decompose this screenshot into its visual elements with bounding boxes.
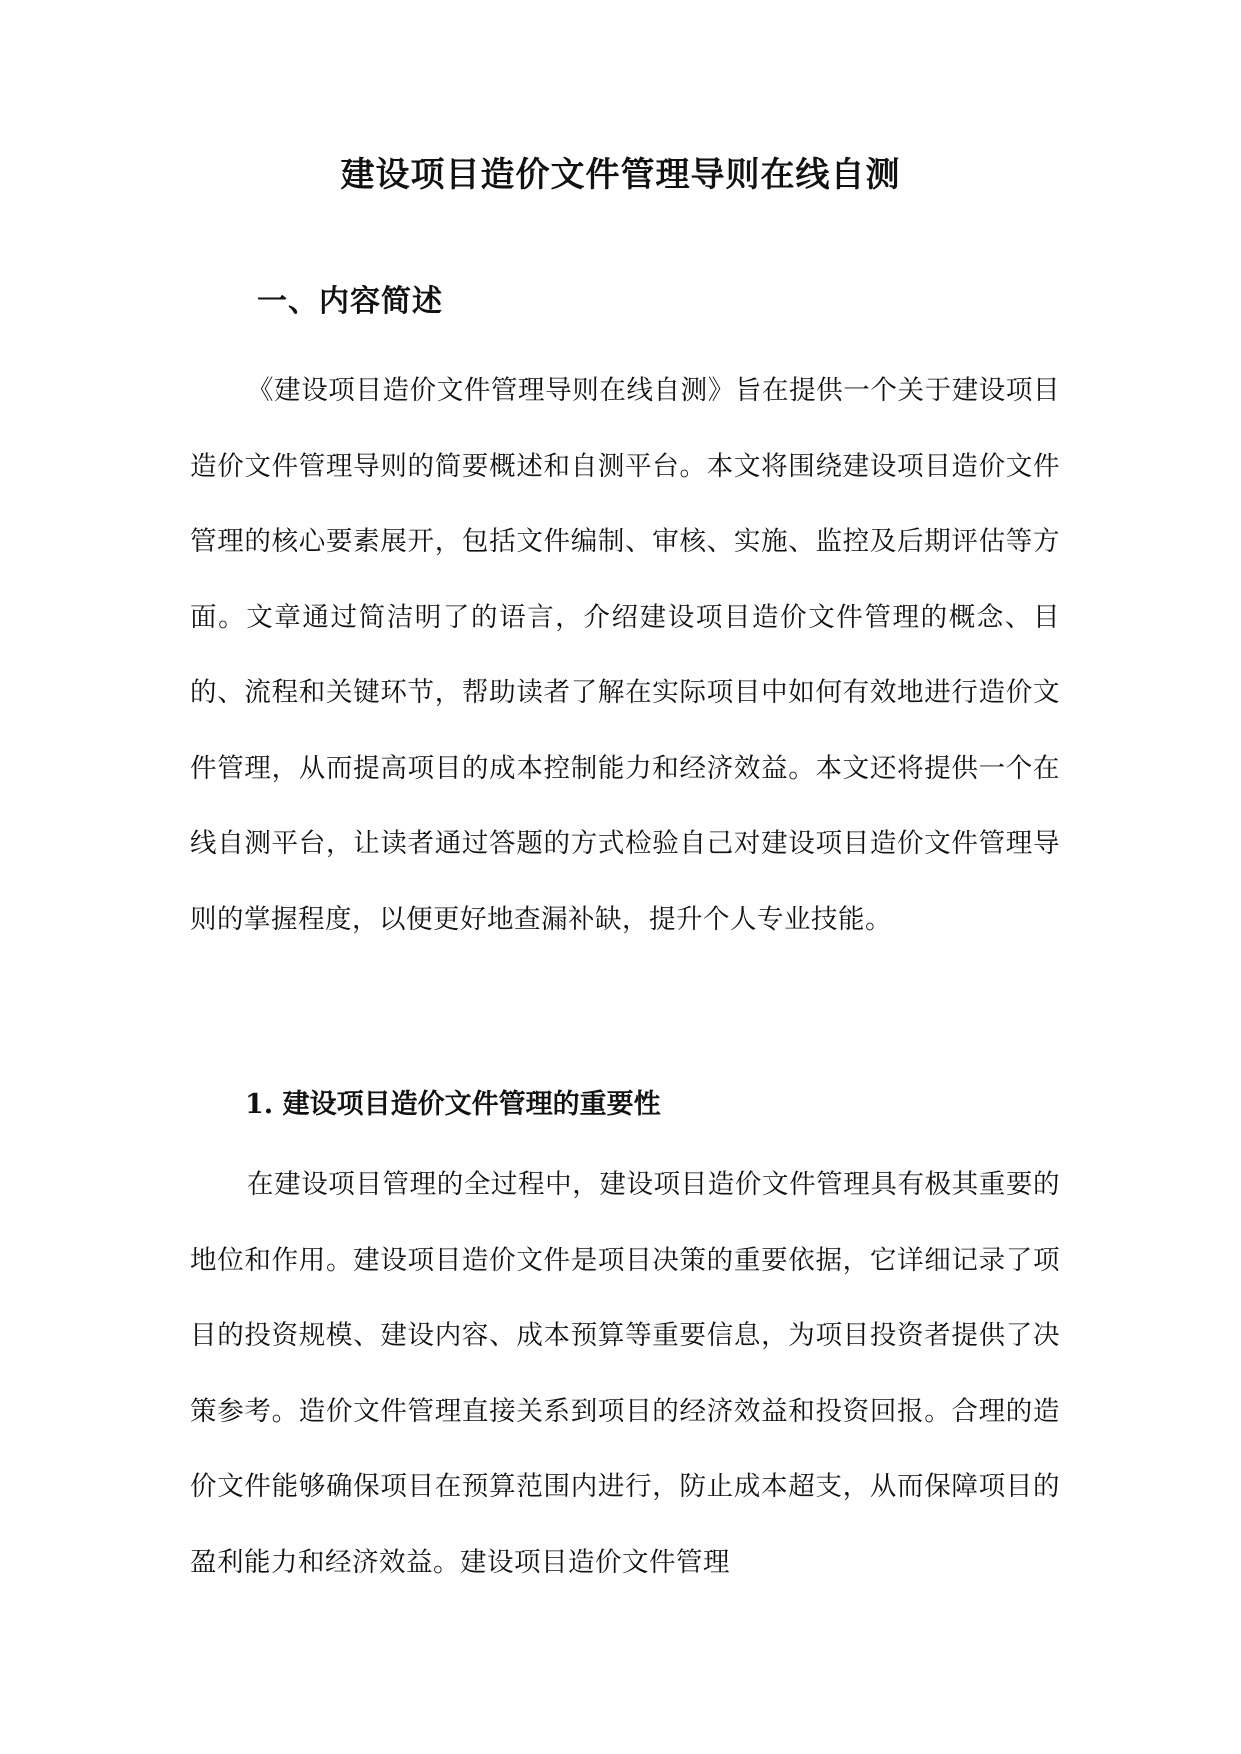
section-heading-summary: 一、内容简述: [257, 284, 443, 319]
document-title: 建设项目造价文件管理导则在线自测: [340, 155, 901, 195]
importance-paragraph: 在建设项目管理的全过程中，建设项目造价文件管理具有极其重要的地位和作用。建设项目造价文件是项目决策的重要依据，它详细记录了项目的投资规模、建设内容、成本预算等重要信息，为项目投资者提供了决策参考。造价文件管理直接关系到项目的经济效益和投资回报。合理的造价文件能够确保项目在预算范围内进行，防止成本超支，从而保障项目的盈利能力和经济效益。建设项目造价文件管理: [190, 1169, 1060, 1578]
subsection-heading-importance: 1. 建设项目造价文件管理的重要性: [245, 1089, 661, 1120]
summary-paragraph: 《建设项目造价文件管理导则在线自测》旨在提供一个关于建设项目造价文件管理导则的简要概述和自测平台。本文将围绕建设项目造价文件管理的核心要素展开，包括文件编制、审核、实施、监控及后期评估等方面。文章通过简洁明了的语言，介绍建设项目造价文件管理的概念、目的、流程和关键环节，帮助读者了解在实际项目中如何有效地进行造价文件管理，从而提高项目的成本控制能力和经济效益。本文还将提供一个在线自测平台，让读者通过答题的方式检验自己对建设项目造价文件管理导则的掌握程度，以便更好地查漏补缺，提升个人专业技能。: [190, 375, 1060, 935]
